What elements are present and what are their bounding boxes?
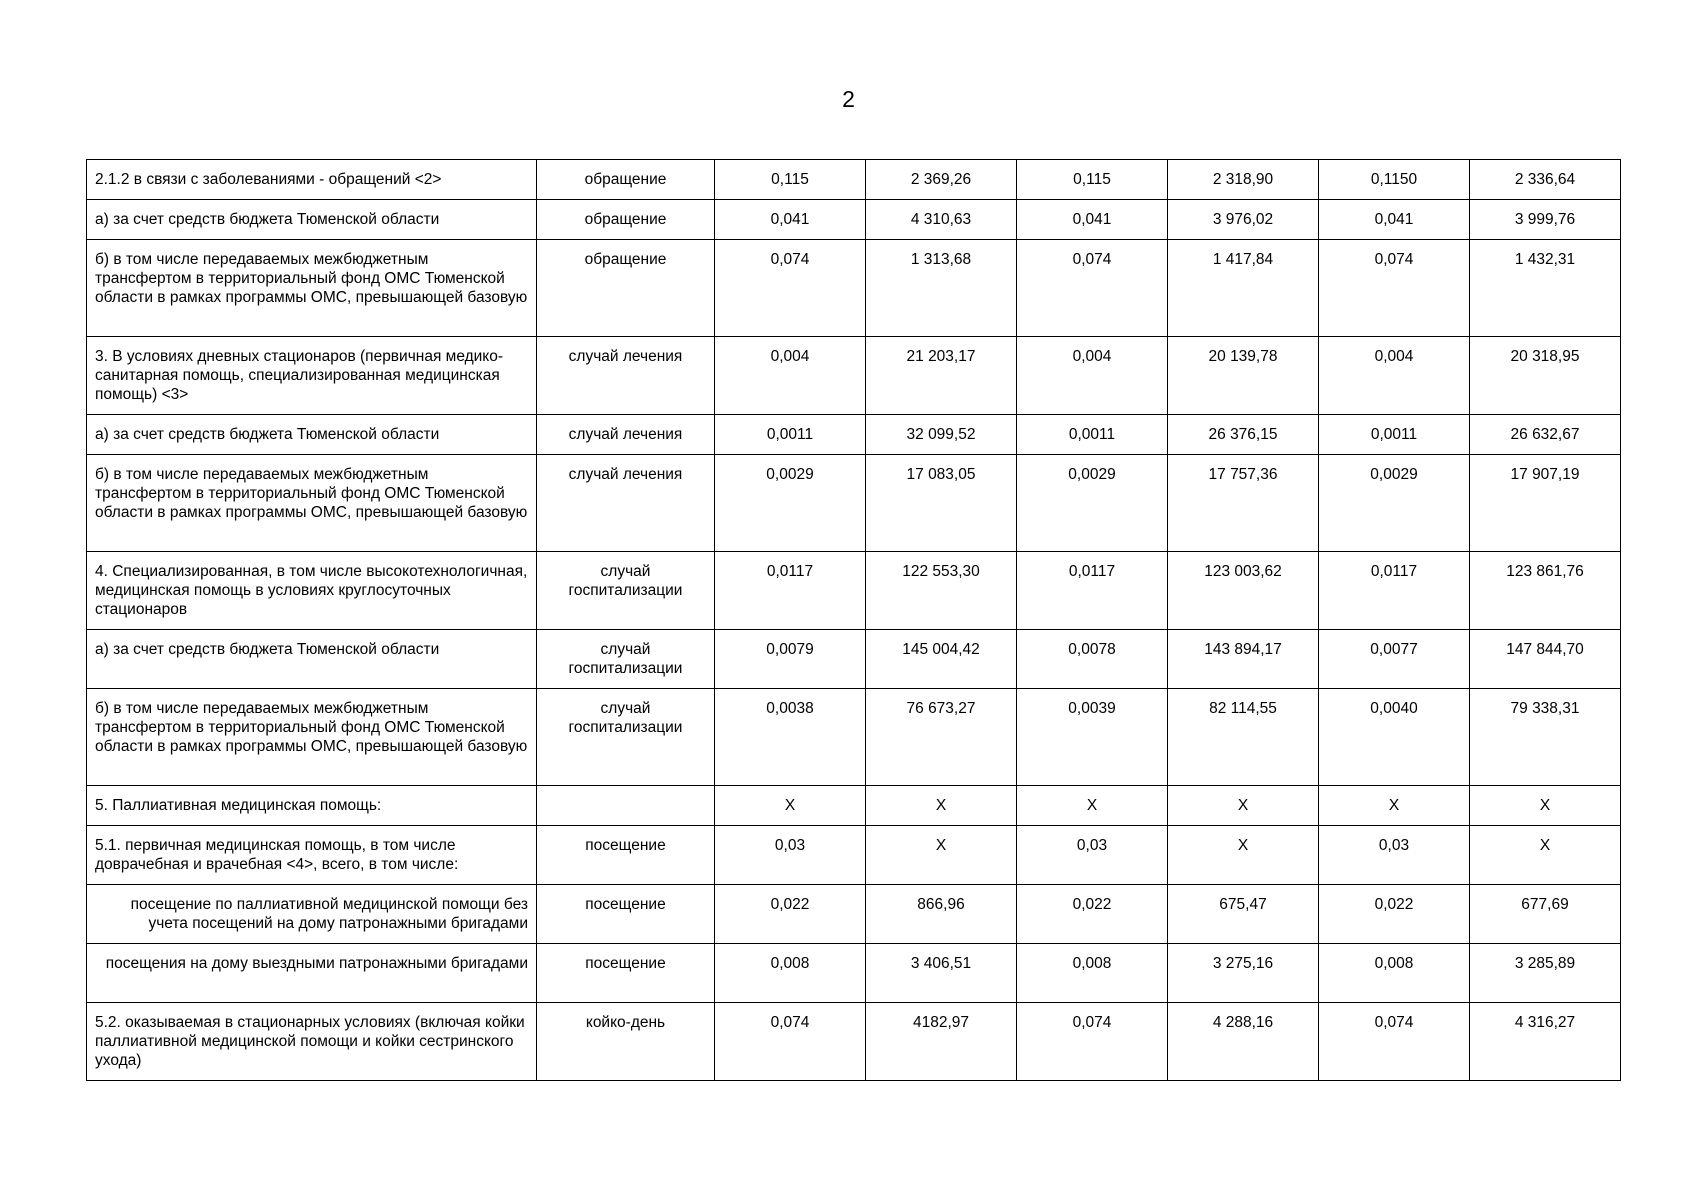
unit-cell: посещение (537, 826, 715, 885)
value-cell: 4 310,63 (866, 200, 1017, 240)
value-cell: 123 861,76 (1470, 552, 1621, 630)
table-row (87, 200, 1621, 240)
value-cell: 79 338,31 (1470, 689, 1621, 786)
table-row (87, 944, 1621, 1003)
value-cell: 0,115 (1017, 160, 1168, 200)
unit-cell: обращение (537, 160, 715, 200)
value-cell: 0,041 (715, 200, 866, 240)
value-cell: 0,041 (1319, 200, 1470, 240)
value-cell: 3 976,02 (1168, 200, 1319, 240)
value-cell: 4 288,16 (1168, 1003, 1319, 1081)
row-name-cell: б) в том числе передаваемых межбюджетным трансфертом в территориальный фонд ОМС Тюменской области в рамках программы ОМС, превышающей базовую (87, 455, 537, 552)
value-cell: 3 285,89 (1470, 944, 1621, 1003)
unit-cell: случай госпитализации (537, 552, 715, 630)
value-cell: 123 003,62 (1168, 552, 1319, 630)
value-cell: 0,0011 (715, 415, 866, 455)
value-cell: 2 336,64 (1470, 160, 1621, 200)
value-cell: X (866, 786, 1017, 826)
value-cell: 1 417,84 (1168, 240, 1319, 337)
value-cell: 0,074 (1319, 1003, 1470, 1081)
page-number: 2 (842, 86, 855, 112)
value-cell: 675,47 (1168, 885, 1319, 944)
table-row (87, 415, 1621, 455)
value-cell: 0,0029 (1319, 455, 1470, 552)
value-cell: 17 083,05 (866, 455, 1017, 552)
value-cell: 0,115 (715, 160, 866, 200)
value-cell: 0,008 (1017, 944, 1168, 1003)
value-cell: 17 907,19 (1470, 455, 1621, 552)
value-cell: 0,004 (1017, 337, 1168, 415)
table-row (87, 630, 1621, 689)
value-cell: 0,03 (1017, 826, 1168, 885)
value-cell: 145 004,42 (866, 630, 1017, 689)
value-cell: X (715, 786, 866, 826)
value-cell: 26 632,67 (1470, 415, 1621, 455)
table-row (87, 885, 1621, 944)
table-row (87, 240, 1621, 337)
value-cell: 21 203,17 (866, 337, 1017, 415)
value-cell: 0,0117 (1017, 552, 1168, 630)
value-cell: 0,0029 (1017, 455, 1168, 552)
value-cell: X (1319, 786, 1470, 826)
value-cell: 0,0039 (1017, 689, 1168, 786)
value-cell: 0,0078 (1017, 630, 1168, 689)
value-cell: 0,0079 (715, 630, 866, 689)
row-name-cell: а) за счет средств бюджета Тюменской области (87, 415, 537, 455)
value-cell: 76 673,27 (866, 689, 1017, 786)
unit-cell: посещение (537, 944, 715, 1003)
value-cell: 0,0117 (715, 552, 866, 630)
value-cell: 82 114,55 (1168, 689, 1319, 786)
value-cell: 0,008 (715, 944, 866, 1003)
value-cell: 866,96 (866, 885, 1017, 944)
value-cell: 4 316,27 (1470, 1003, 1621, 1081)
value-cell: 147 844,70 (1470, 630, 1621, 689)
value-cell: 0,004 (715, 337, 866, 415)
table-row (87, 1003, 1621, 1081)
table-row (87, 786, 1621, 826)
table-row (87, 160, 1621, 200)
value-cell: 0,1150 (1319, 160, 1470, 200)
value-cell: 32 099,52 (866, 415, 1017, 455)
value-cell: X (1017, 786, 1168, 826)
row-name-cell: посещение по паллиативной медицинской помощи без учета посещений на дому патронажными бригадами (87, 885, 537, 944)
unit-cell: случай лечения (537, 337, 715, 415)
value-cell: X (1470, 786, 1621, 826)
value-cell: X (1470, 826, 1621, 885)
row-name-cell: 4. Специализированная, в том числе высокотехнологичная, медицинская помощь в условиях круглосуточных стационаров (87, 552, 537, 630)
value-cell: 0,0040 (1319, 689, 1470, 786)
value-cell: 0,0077 (1319, 630, 1470, 689)
row-name-cell: б) в том числе передаваемых межбюджетным трансфертом в территориальный фонд ОМС Тюменской области в рамках программы ОМС, превышающей базовую (87, 689, 537, 786)
table-row (87, 826, 1621, 885)
value-cell: 3 406,51 (866, 944, 1017, 1003)
value-cell: 0,022 (1319, 885, 1470, 944)
value-cell: 4182,97 (866, 1003, 1017, 1081)
value-cell: 0,074 (1017, 240, 1168, 337)
unit-cell: случай лечения (537, 415, 715, 455)
value-cell: 0,0029 (715, 455, 866, 552)
value-cell: 26 376,15 (1168, 415, 1319, 455)
value-cell: 0,03 (1319, 826, 1470, 885)
table-row (87, 337, 1621, 415)
table-row (87, 552, 1621, 630)
unit-cell: случай лечения (537, 455, 715, 552)
value-cell: 0,074 (715, 240, 866, 337)
unit-cell: обращение (537, 240, 715, 337)
value-cell: 677,69 (1470, 885, 1621, 944)
value-cell: 0,008 (1319, 944, 1470, 1003)
unit-cell: случай госпитализации (537, 630, 715, 689)
value-cell: 2 318,90 (1168, 160, 1319, 200)
unit-cell (537, 786, 715, 826)
value-cell: 3 999,76 (1470, 200, 1621, 240)
value-cell: 0,0038 (715, 689, 866, 786)
value-cell: X (866, 826, 1017, 885)
value-cell: 1 313,68 (866, 240, 1017, 337)
table-row (87, 455, 1621, 552)
value-cell: 0,022 (1017, 885, 1168, 944)
value-cell: 143 894,17 (1168, 630, 1319, 689)
value-cell: 0,074 (715, 1003, 866, 1081)
row-name-cell: 3. В условиях дневных стационаров (первичная медико-санитарная помощь, специализированная медицинская помощь) <3> (87, 337, 537, 415)
value-cell: X (1168, 786, 1319, 826)
value-cell: 0,0011 (1017, 415, 1168, 455)
value-cell: 0,0011 (1319, 415, 1470, 455)
value-cell: 17 757,36 (1168, 455, 1319, 552)
row-name-cell: посещения на дому выездными патронажными бригадами (87, 944, 537, 1003)
value-cell: 0,03 (715, 826, 866, 885)
row-name-cell: 5.1. первичная медицинская помощь, в том числе доврачебная и врачебная <4>, всего, в том числе: (87, 826, 537, 885)
row-name-cell: 5.2. оказываемая в стационарных условиях (включая койки паллиативной медицинской помощи и койки сестринского ухода) (87, 1003, 537, 1081)
unit-cell: посещение (537, 885, 715, 944)
value-cell: 0,074 (1319, 240, 1470, 337)
value-cell: 20 318,95 (1470, 337, 1621, 415)
value-cell: 0,022 (715, 885, 866, 944)
row-name-cell: а) за счет средств бюджета Тюменской области (87, 630, 537, 689)
row-name-cell: а) за счет средств бюджета Тюменской области (87, 200, 537, 240)
row-name-cell: 5. Паллиативная медицинская помощь: (87, 786, 537, 826)
value-cell: 0,074 (1017, 1003, 1168, 1081)
row-name-cell: б) в том числе передаваемых межбюджетным трансфертом в территориальный фонд ОМС Тюменской области в рамках программы ОМС, превышающей базовую (87, 240, 537, 337)
standards-table (86, 159, 1621, 1081)
value-cell: 3 275,16 (1168, 944, 1319, 1003)
unit-cell: обращение (537, 200, 715, 240)
value-cell: 0,0117 (1319, 552, 1470, 630)
unit-cell: случай госпитализации (537, 689, 715, 786)
value-cell: 0,041 (1017, 200, 1168, 240)
value-cell: 122 553,30 (866, 552, 1017, 630)
value-cell: 20 139,78 (1168, 337, 1319, 415)
value-cell: 1 432,31 (1470, 240, 1621, 337)
unit-cell: койко-день (537, 1003, 715, 1081)
value-cell: X (1168, 826, 1319, 885)
row-name-cell: 2.1.2 в связи с заболеваниями - обращений <2> (87, 160, 537, 200)
table-row (87, 689, 1621, 786)
value-cell: 0,004 (1319, 337, 1470, 415)
value-cell: 2 369,26 (866, 160, 1017, 200)
